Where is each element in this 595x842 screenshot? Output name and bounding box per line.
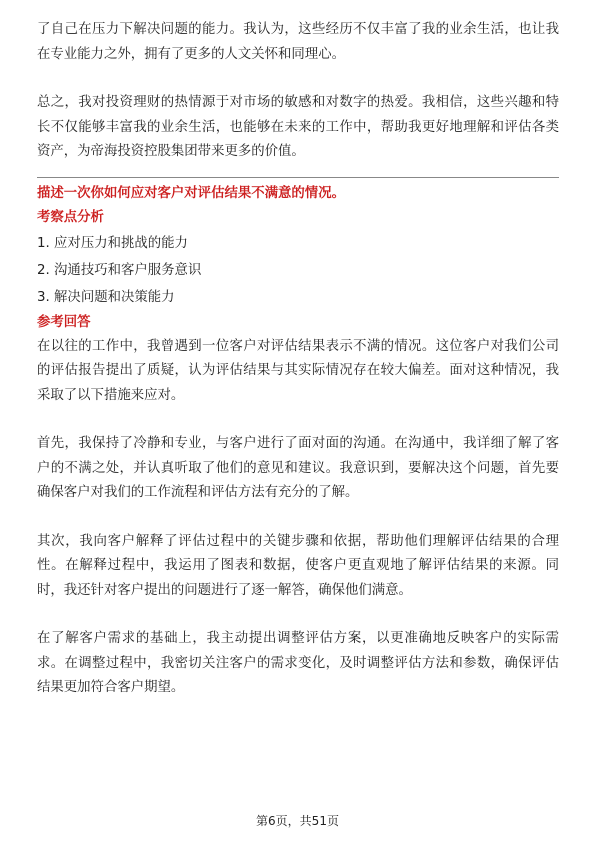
- paragraph-gap: [37, 67, 559, 91]
- analysis-heading: 考察点分析: [37, 209, 104, 225]
- question-title: 描述一次你如何应对客户对评估结果不满意的情况。: [37, 185, 345, 201]
- answer-paragraph: 在了解客户需求的基础上，我主动提出调整评估方案，以更准确地反映客户的实际需求。在调整过程中，我密切关注客户的需求变化，及时调整评估方法和参数，确保评估结果更加符合客户期望。: [37, 631, 559, 695]
- analysis-item: 2. 沟通技巧和客户服务意识: [37, 262, 202, 278]
- page-number: 第6页，共51页: [256, 814, 339, 828]
- paragraph-gap: [37, 603, 559, 627]
- document-page: [37, 18, 559, 701]
- paragraph-gap: [37, 408, 559, 432]
- paragraph-gap: [37, 506, 559, 530]
- body-paragraph: 了自己在压力下解决问题的能力。我认为，这些经历不仅丰富了我的业余生活，也让我在专业能力之外，拥有了更多的人文关怀和同理心。: [37, 22, 559, 62]
- section-divider: [37, 177, 559, 178]
- analysis-item: 3. 解决问题和决策能力: [37, 289, 175, 305]
- answer-paragraph: 在以往的工作中，我曾遇到一位客户对评估结果表示不满的情况。这位客户对我们公司的评估报告提出了质疑，认为评估结果与其实际情况存在较大偏差。面对这种情况，我采取了以下措施来应对。: [37, 338, 559, 403]
- answer-paragraph: 其次，我向客户解释了评估过程中的关键步骤和依据，帮助他们理解评估结果的合理性。在解释过程中，我运用了图表和数据，使客户更直观地了解评估结果的来源。同时，我还针对客户提出的问题进行了逐一解答，确保他们满意。: [37, 533, 559, 598]
- body-paragraph: 总之，我对投资理财的热情源于对市场的敏感和对数字的热爱。我相信，这些兴趣和特长不仅能够丰富我的业余生活，也能够在未来的工作中，帮助我更好地理解和评估各类资产，为帝海投资控股集团带来更多的价值。: [37, 95, 559, 159]
- analysis-item: 1. 应对压力和挑战的能力: [37, 235, 188, 251]
- answer-heading: 参考回答: [37, 314, 91, 330]
- answer-paragraph: 首先，我保持了冷静和专业，与客户进行了面对面的沟通。在沟通中，我详细了解了客户的不满之处，并认真听取了他们的意见和建议。我意识到，要解决这个问题，首先要确保客户对我们的工作流程和评估方法有充分的了解。: [37, 436, 559, 500]
